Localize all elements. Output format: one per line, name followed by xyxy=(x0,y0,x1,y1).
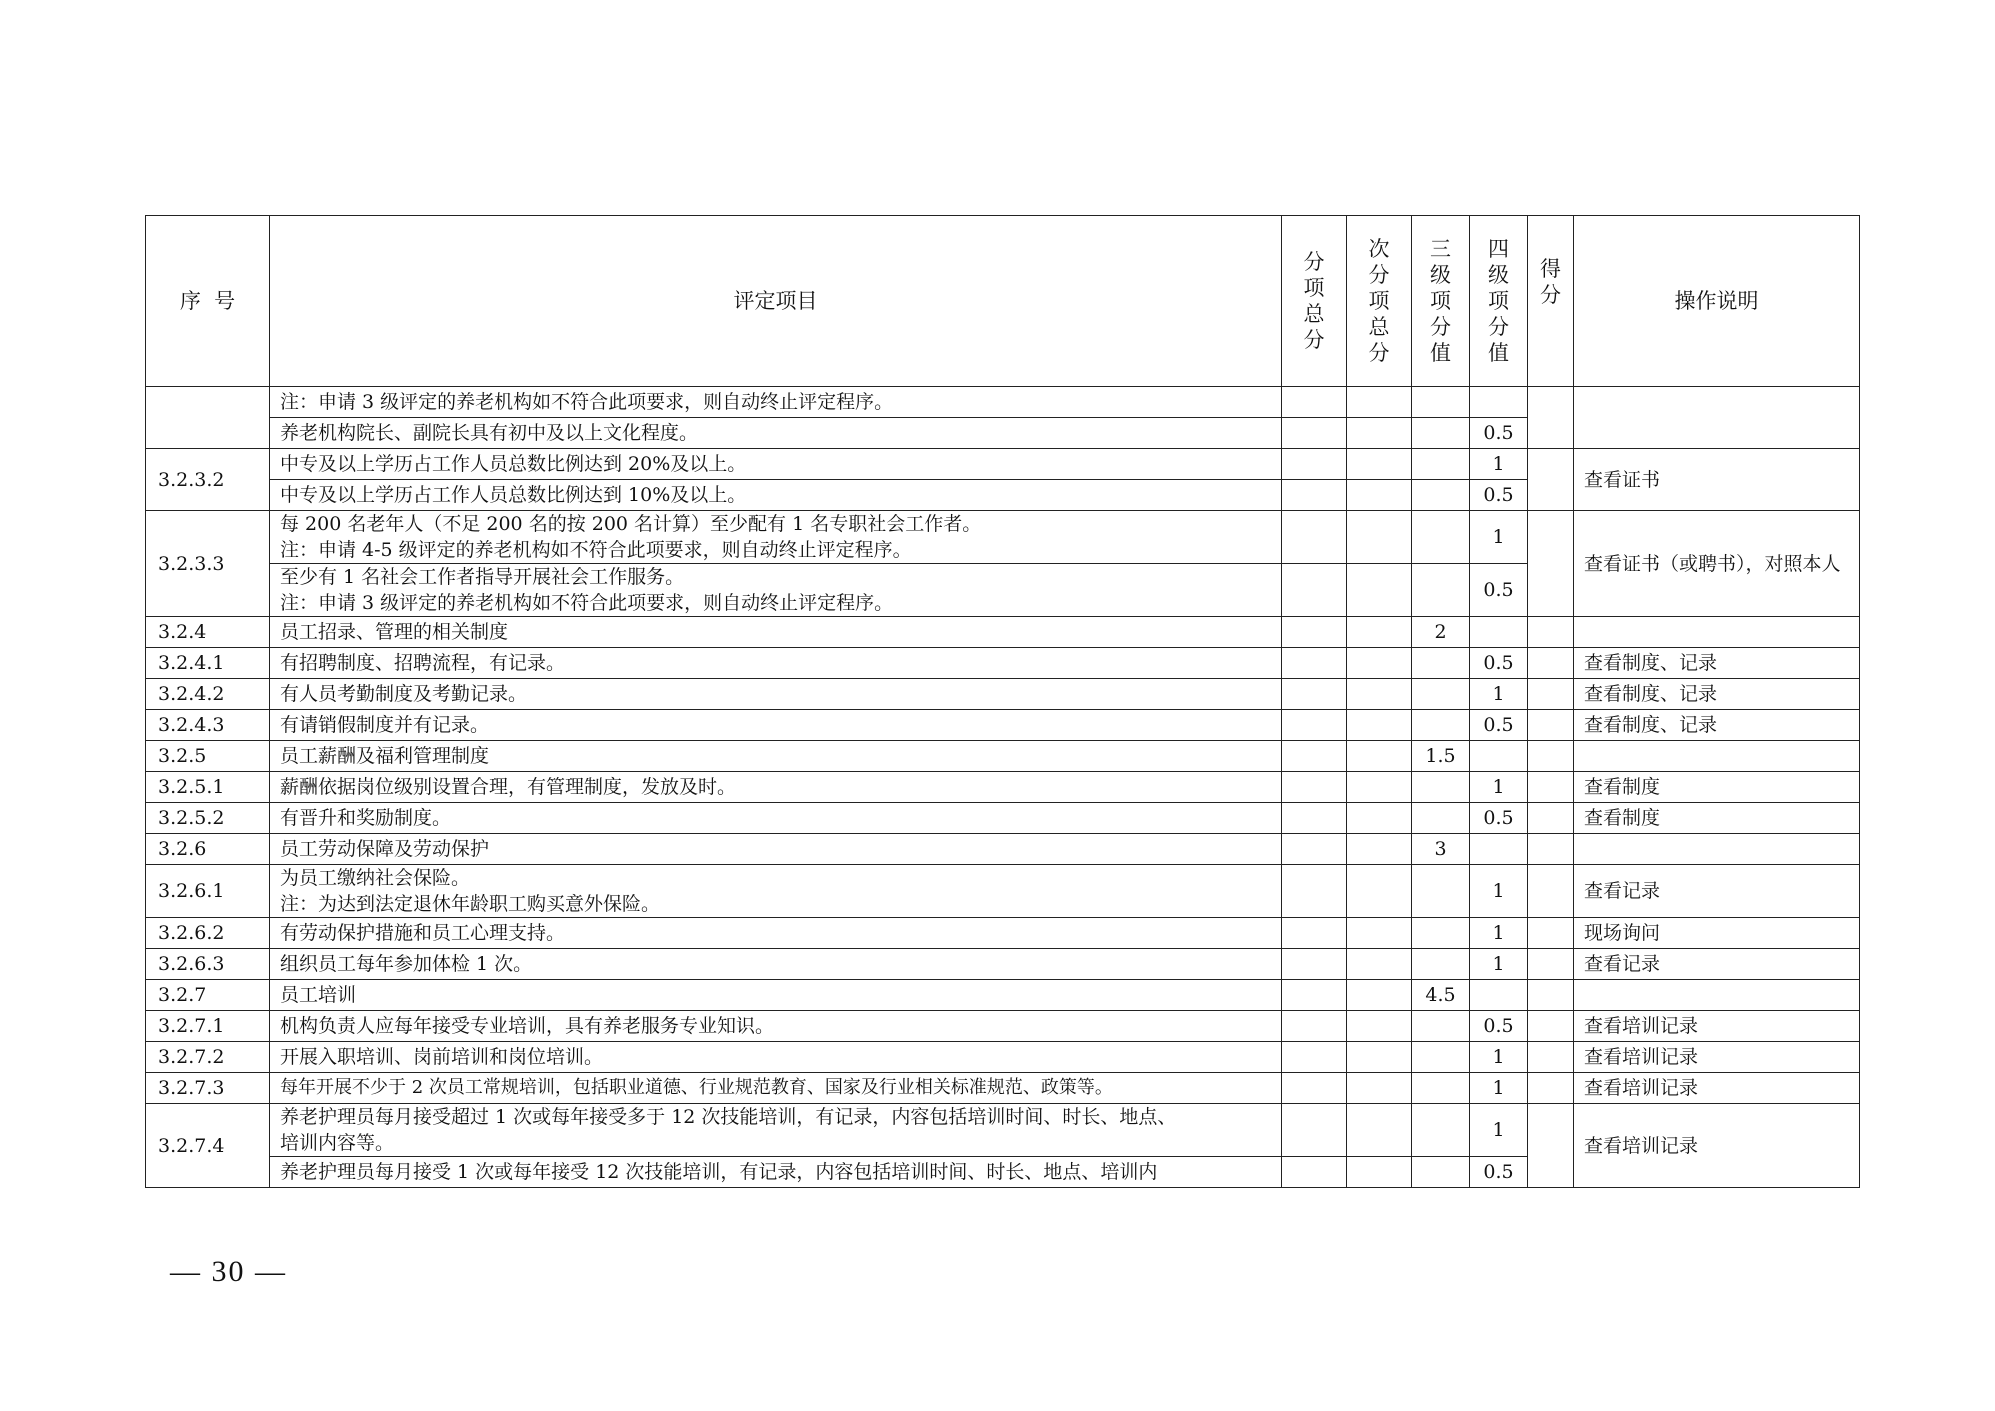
operation-note: 查看记录 xyxy=(1574,949,1860,980)
table-row xyxy=(146,648,1860,679)
item-cell: 注：申请 3 级评定的养老机构如不符合此项要求，则自动终止评定程序。 xyxy=(270,387,1282,418)
item-cell: 有人员考勤制度及考勤记录。 xyxy=(270,679,1282,710)
level4-score: 0.5 xyxy=(1470,803,1528,834)
table-row xyxy=(146,865,1860,918)
level4-score: 1 xyxy=(1470,918,1528,949)
header-score: 得分 xyxy=(1540,257,1561,307)
row-number: 3.2.6 xyxy=(146,834,270,865)
item-note: 注：为达到法定退休年龄职工购买意外保险。 xyxy=(280,893,661,915)
level4-score: 1 xyxy=(1470,772,1528,803)
item-cell: 养老护理员每月接受 1 次或每年接受 12 次技能培训，有记录，内容包括培训时间、时长、地点、培训内 xyxy=(270,1157,1282,1188)
table-row xyxy=(146,710,1860,741)
header-level4: 四级项分值 xyxy=(1488,237,1509,365)
section-title: 员工劳动保障及劳动保护 xyxy=(270,834,1282,865)
section-title: 员工培训 xyxy=(270,980,1282,1011)
row-number: 3.2.7.2 xyxy=(146,1042,270,1073)
operation-note: 查看培训记录 xyxy=(1574,1104,1860,1188)
level4-score: 0.5 xyxy=(1470,710,1528,741)
row-number: 3.2.7.4 xyxy=(146,1104,270,1188)
item-cell: 中专及以上学历占工作人员总数比例达到 20%及以上。 xyxy=(270,449,1282,480)
level4-score: 1 xyxy=(1470,511,1528,564)
header-item: 评定项目 xyxy=(270,216,1282,387)
item-line: 每 200 名老年人（不足 200 名的按 200 名计算）至少配有 1 名专职社会工作者。 xyxy=(280,513,982,535)
header-note: 操作说明 xyxy=(1574,216,1860,387)
row-number: 3.2.4.1 xyxy=(146,648,270,679)
row-number: 3.2.3.3 xyxy=(146,511,270,617)
row-number: 3.2.7 xyxy=(146,980,270,1011)
level3-score: 1.5 xyxy=(1412,741,1470,772)
row-number: 3.2.7.3 xyxy=(146,1073,270,1104)
level4-score: 0.5 xyxy=(1470,480,1528,511)
table-row xyxy=(146,511,1860,564)
operation-note: 查看制度 xyxy=(1574,803,1860,834)
table-row xyxy=(146,918,1860,949)
item-cell: 有请销假制度并有记录。 xyxy=(270,710,1282,741)
item-cell: 组织员工每年参加体检 1 次。 xyxy=(270,949,1282,980)
operation-note: 查看培训记录 xyxy=(1574,1042,1860,1073)
operation-note: 查看制度、记录 xyxy=(1574,679,1860,710)
item-cell xyxy=(270,1104,1282,1157)
operation-note: 现场询问 xyxy=(1574,918,1860,949)
operation-note: 查看培训记录 xyxy=(1574,1011,1860,1042)
section-row xyxy=(146,741,1860,772)
page-number: — 30 — xyxy=(170,1255,287,1288)
row-number: 3.2.4.3 xyxy=(146,710,270,741)
level4-score: 1 xyxy=(1470,679,1528,710)
header-no: 序 号 xyxy=(146,216,270,387)
item-cell: 养老机构院长、副院长具有初中及以上文化程度。 xyxy=(270,418,1282,449)
item-line: 培训内容等。 xyxy=(280,1132,395,1154)
table-row xyxy=(146,449,1860,480)
item-cell: 有晋升和奖励制度。 xyxy=(270,803,1282,834)
level4-score: 0.5 xyxy=(1470,418,1528,449)
operation-note: 查看制度、记录 xyxy=(1574,710,1860,741)
item-cell xyxy=(270,511,1282,564)
level4-score: 1 xyxy=(1470,865,1528,918)
operation-note: 查看制度 xyxy=(1574,772,1860,803)
item-cell: 有劳动保护措施和员工心理支持。 xyxy=(270,918,1282,949)
level4-score: 1 xyxy=(1470,1073,1528,1104)
row-number: 3.2.4.2 xyxy=(146,679,270,710)
row-number: 3.2.5.1 xyxy=(146,772,270,803)
section-row xyxy=(146,834,1860,865)
row-number: 3.2.5.2 xyxy=(146,803,270,834)
header-sub-total: 次分项总分 xyxy=(1368,237,1390,365)
table-row xyxy=(146,949,1860,980)
level3-score: 2 xyxy=(1412,617,1470,648)
table-row xyxy=(146,1011,1860,1042)
item-cell xyxy=(270,865,1282,918)
header-row xyxy=(146,216,1860,387)
level4-score: 0.5 xyxy=(1470,564,1528,617)
row-number: 3.2.3.2 xyxy=(146,449,270,511)
section-row xyxy=(146,617,1860,648)
operation-note: 查看证书 xyxy=(1574,449,1860,511)
row-number: 3.2.7.1 xyxy=(146,1011,270,1042)
item-note: 注：申请 4-5 级评定的养老机构如不符合此项要求，则自动终止评定程序。 xyxy=(280,539,912,561)
header-level3: 三级项分值 xyxy=(1430,237,1451,365)
item-note: 注：申请 3 级评定的养老机构如不符合此项要求，则自动终止评定程序。 xyxy=(280,592,894,614)
item-line: 为员工缴纳社会保险。 xyxy=(280,867,471,889)
row-number: 3.2.6.3 xyxy=(146,949,270,980)
table-row xyxy=(146,679,1860,710)
operation-note: 查看制度、记录 xyxy=(1574,648,1860,679)
section-title: 员工招录、管理的相关制度 xyxy=(270,617,1282,648)
table-row xyxy=(146,387,1860,418)
level4-score: 0.5 xyxy=(1470,1011,1528,1042)
level3-score: 4.5 xyxy=(1412,980,1470,1011)
section-row xyxy=(146,980,1860,1011)
table-row xyxy=(146,1104,1860,1157)
item-cell: 薪酬依据岗位级别设置合理，有管理制度，发放及时。 xyxy=(270,772,1282,803)
level4-score: 1 xyxy=(1470,449,1528,480)
row-number: 3.2.6.1 xyxy=(146,865,270,918)
item-cell: 开展入职培训、岗前培训和岗位培训。 xyxy=(270,1042,1282,1073)
level4-score: 0.5 xyxy=(1470,648,1528,679)
row-number: 3.2.6.2 xyxy=(146,918,270,949)
level4-score: 1 xyxy=(1470,1042,1528,1073)
level4-score: 1 xyxy=(1470,1104,1528,1157)
level3-score: 3 xyxy=(1412,834,1470,865)
item-cell: 机构负责人应每年接受专业培训，具有养老服务专业知识。 xyxy=(270,1011,1282,1042)
row-number: 3.2.4 xyxy=(146,617,270,648)
table-row xyxy=(146,772,1860,803)
table-row xyxy=(146,803,1860,834)
item-cell: 有招聘制度、招聘流程，有记录。 xyxy=(270,648,1282,679)
operation-note: 查看培训记录 xyxy=(1574,1073,1860,1104)
evaluation-table xyxy=(145,215,1860,1188)
item-cell: 中专及以上学历占工作人员总数比例达到 10%及以上。 xyxy=(270,480,1282,511)
operation-note: 查看记录 xyxy=(1574,865,1860,918)
item-line: 至少有 1 名社会工作者指导开展社会工作服务。 xyxy=(280,566,685,588)
section-title: 员工薪酬及福利管理制度 xyxy=(270,741,1282,772)
header-section-total: 分项总分 xyxy=(1303,250,1325,352)
table-row xyxy=(146,1073,1860,1104)
table-row xyxy=(146,1042,1860,1073)
row-number: 3.2.5 xyxy=(146,741,270,772)
level4-score: 0.5 xyxy=(1470,1157,1528,1188)
level4-score: 1 xyxy=(1470,949,1528,980)
item-line: 养老护理员每月接受超过 1 次或每年接受多于 12 次技能培训，有记录，内容包括培训时间、时长、地点、 xyxy=(280,1106,1177,1128)
operation-note: 查看证书（或聘书），对照本人 xyxy=(1574,511,1860,617)
item-cell xyxy=(270,564,1282,617)
item-cell: 每年开展不少于 2 次员工常规培训，包括职业道德、行业规范教育、国家及行业相关标准规范、政策等。 xyxy=(270,1073,1282,1104)
